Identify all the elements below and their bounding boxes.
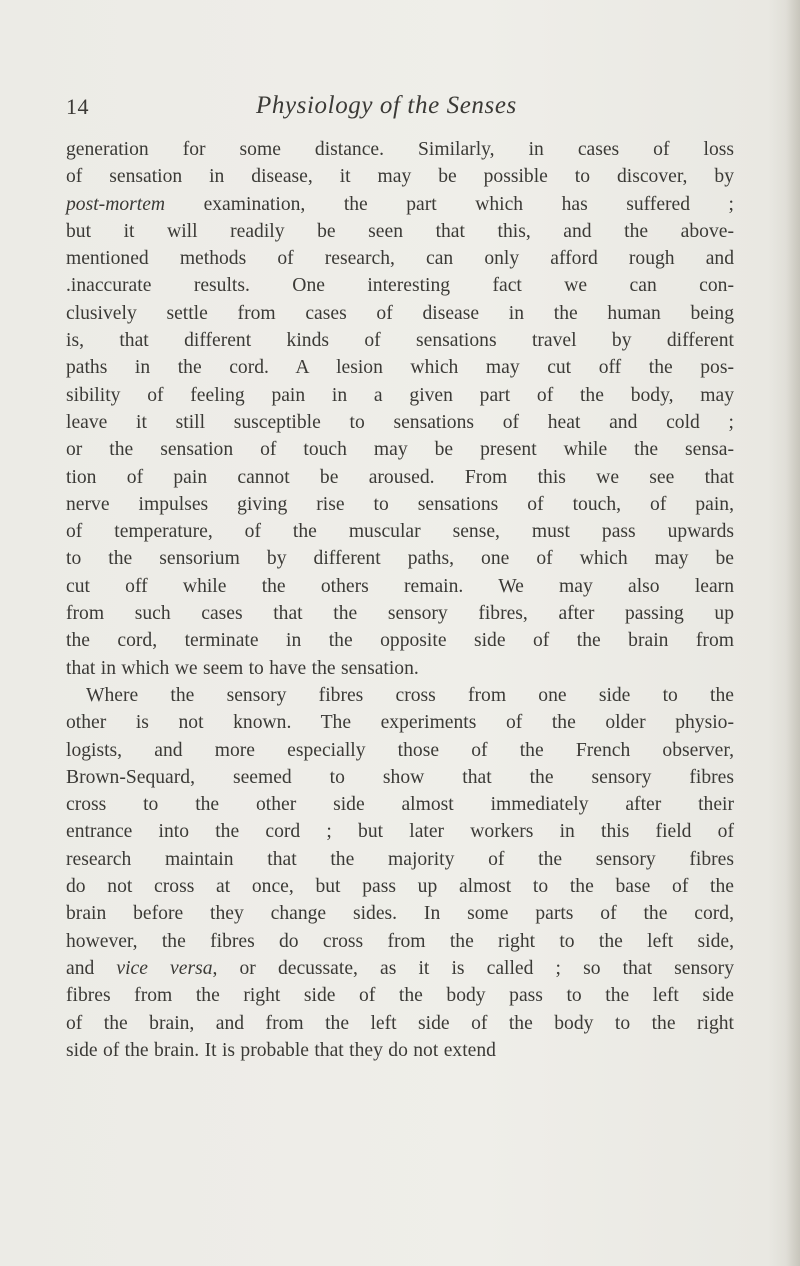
text-line: Brown-Sequard, seemed to show that the sensory fibres [66, 766, 734, 788]
text-line: research maintain that the majority of the sensory fibres [66, 848, 734, 870]
text-line: however, the fibres do cross from the right to the left side, [66, 930, 734, 952]
text-line: generation for some distance. Similarly, in cases of loss [66, 139, 734, 160]
text-line: nerve impulses giving rise to sensations of touch, of pain, [66, 493, 734, 515]
text-line: entrance into the cord ; but later workers in this field of [66, 821, 734, 843]
body-text [66, 136, 734, 1236]
page-number: 14 [66, 94, 89, 119]
text-line: of the brain, and from the left side of the body to the right [66, 1012, 734, 1034]
text-line: brain before they change sides. In some parts of the cord, [66, 903, 734, 925]
text-line: side of the brain. It is probable that they do not extend [66, 1039, 496, 1061]
text-line: cross to the other side almost immediately after their [66, 794, 734, 816]
text-line: but it will readily be seen that this, and the above- [66, 220, 734, 242]
text-line: cut off while the others remain. We may also learn [66, 575, 734, 597]
text-line: from such cases that the sensory fibres, after passing up [66, 603, 734, 625]
text-line: leave it still susceptible to sensations of heat and cold ; [66, 411, 734, 433]
text-line: post-mortem examination, the part which has suffered ; [66, 193, 734, 215]
text-line: .inaccurate results. One interesting fact we can con- [66, 275, 734, 297]
text-line: do not cross at once, but pass up almost to the base of the [66, 876, 734, 898]
text-line: or the sensation of touch may be present while the sensa- [66, 439, 734, 461]
text-line: fibres from the right side of the body pass to the left side [66, 985, 734, 1007]
text-line: the cord, terminate in the opposite side of the brain from [66, 630, 734, 652]
text-line: mentioned methods of research, can only afford rough and [66, 248, 734, 270]
text-line: Where the sensory fibres cross from one side to the [86, 684, 734, 706]
text-line: paths in the cord. A lesion which may cut off the pos- [66, 357, 734, 379]
running-title: Physiology of the Senses [256, 92, 517, 119]
paragraph [66, 682, 734, 1064]
text-line: is, that different kinds of sensations travel by different [66, 330, 734, 352]
text-line: of temperature, of the muscular sense, must pass upwards [66, 521, 734, 543]
italic-phrase: post-mortem [66, 193, 166, 215]
page-edge-shadow [786, 0, 800, 1266]
text-line: other is not known. The experiments of the older physio- [66, 712, 734, 734]
italic-phrase: vice versa [116, 957, 213, 979]
page-header [66, 92, 734, 126]
text-line: and vice versa, or decussate, as it is called ; so that sensory [66, 957, 734, 979]
text-line: of sensation in disease, it may be possible to discover, by [66, 166, 734, 188]
text-line: tion of pain cannot be aroused. From this we see that [66, 466, 734, 488]
paragraph [66, 136, 734, 682]
text-line: to the sensorium by different paths, one of which may be [66, 548, 734, 570]
text-line: sibility of feeling pain in a given part of the body, may [66, 384, 734, 406]
text-line: that in which we seem to have the sensation. [66, 657, 419, 679]
text-line: logists, and more especially those of the French observer, [66, 739, 734, 761]
text-line: clusively settle from cases of disease in the human being [66, 302, 734, 324]
